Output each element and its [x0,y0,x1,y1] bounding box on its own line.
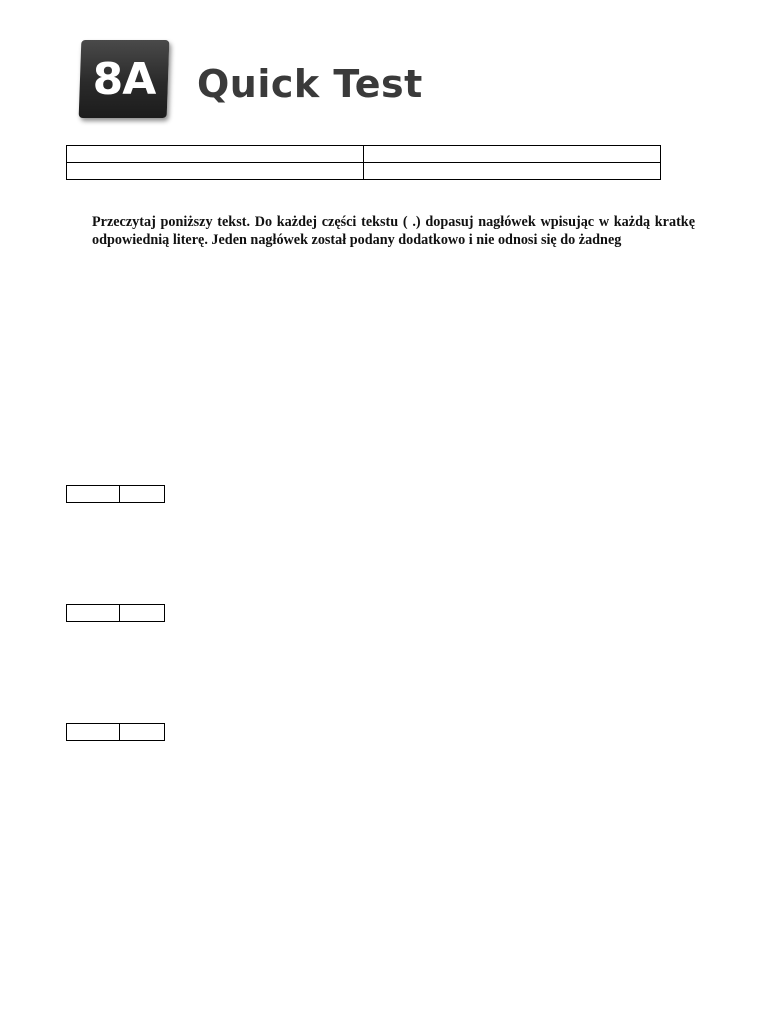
task-instructions: Przeczytaj poniższy tekst. Do każdej części tekstu ( .) dopasuj nagłówek wpisując w każdą kratkę odpowiednią literę. Jeden nagłówek został podany dodatkowo i nie odnosi się do żadneg [92,214,695,248]
page-title: Quick Test [197,62,423,106]
unit-badge-label: 8A [92,54,156,105]
table-row [67,146,661,163]
table-row [67,486,165,503]
answer-box-1 [66,485,165,503]
answer-box-number-cell [67,605,120,622]
answer-box-input-cell[interactable] [120,486,165,503]
score-field[interactable] [364,163,661,180]
class-field[interactable] [364,146,661,163]
name-field[interactable] [67,146,364,163]
answer-box-number-cell [67,486,120,503]
table-row [67,605,165,622]
student-info-table [66,145,661,180]
answer-box-input-cell[interactable] [120,605,165,622]
table-row [67,724,165,741]
answer-box-number-cell [67,724,120,741]
answer-box-2 [66,604,165,622]
answer-box-input-cell[interactable] [120,724,165,741]
date-field[interactable] [67,163,364,180]
table-row [67,163,661,180]
answer-box-3 [66,723,165,741]
